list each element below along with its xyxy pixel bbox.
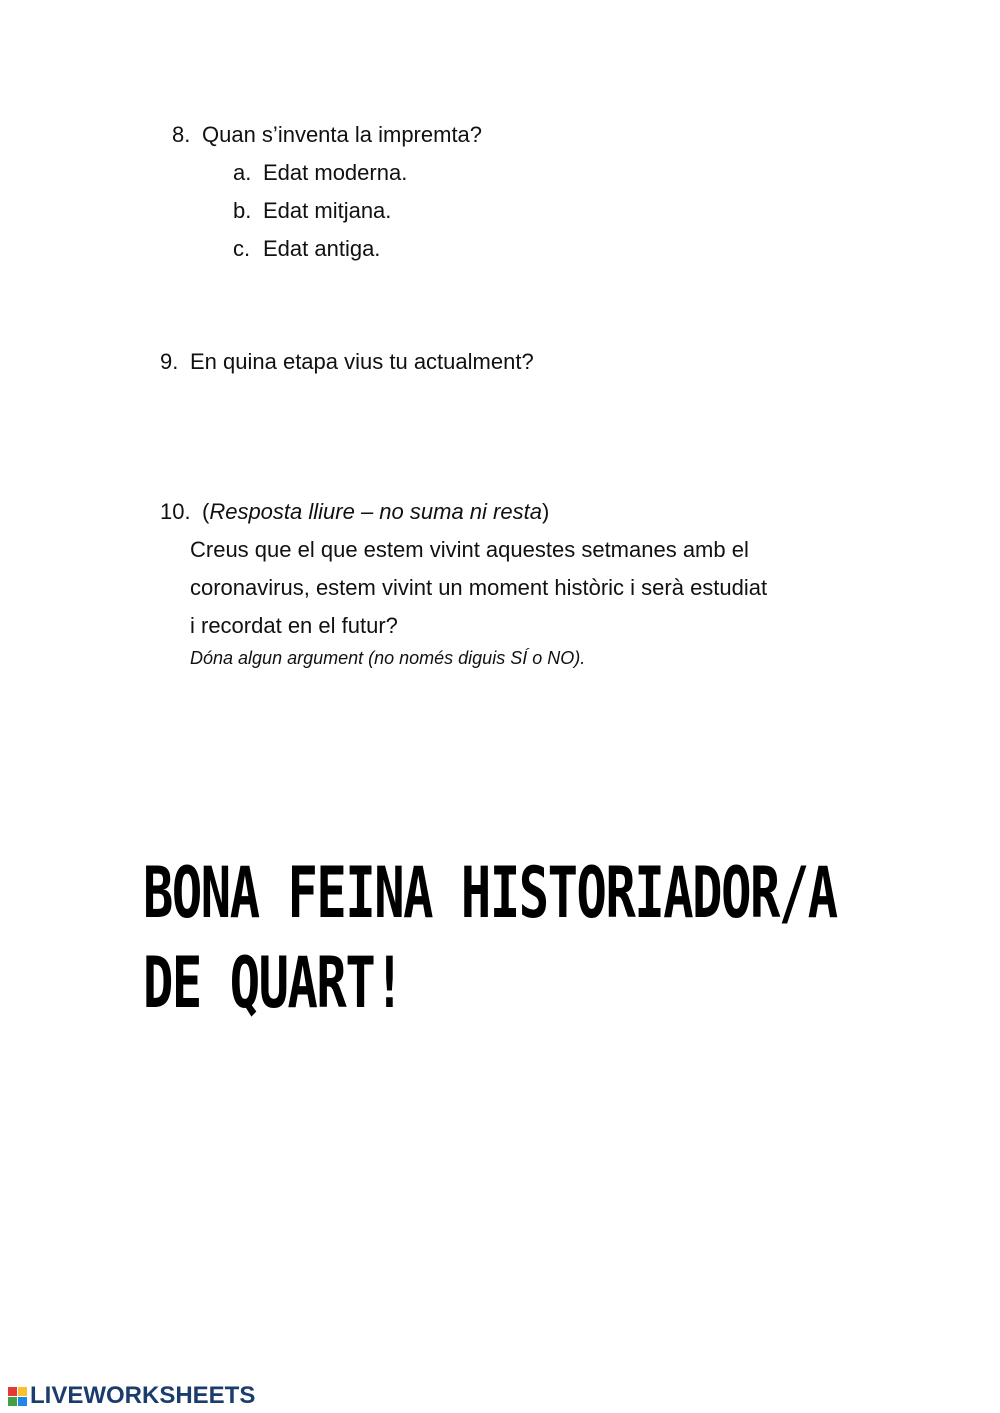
question-10-line-1: Creus que el que estem vivint aquestes setmanes amb el — [190, 537, 749, 562]
option-letter: b. — [233, 198, 252, 223]
question-note: Resposta lliure – no suma ni resta — [209, 499, 542, 524]
logo-block-blue — [18, 1397, 27, 1406]
question-number: 9. — [160, 349, 179, 374]
liveworksheets-logo-icon — [8, 1387, 27, 1406]
option-text: Edat mitjana. — [263, 198, 392, 223]
question-10 — [160, 493, 549, 531]
question-8 — [172, 116, 482, 154]
paren-open: ( — [202, 499, 210, 524]
question-10-line-3: i recordat en el futur? — [190, 613, 398, 638]
option-letter: a. — [233, 160, 252, 185]
answer-option-c[interactable] — [233, 230, 380, 268]
question-10-hint: Dóna algun argument (no només diguis SÍ o NO). — [190, 648, 586, 668]
logo-block-red — [8, 1387, 17, 1396]
question-number: 8. — [172, 122, 191, 147]
question-10-line-2: coronavirus, estem vivint un moment històric i serà estudiat — [190, 575, 768, 600]
logo-block-yellow — [18, 1387, 27, 1396]
option-letter: c. — [233, 236, 251, 261]
answer-option-b[interactable] — [233, 192, 391, 230]
answer-option-a[interactable] — [233, 154, 407, 192]
question-text: En quina etapa vius tu actualment? — [190, 349, 534, 374]
question-text: Quan s’inventa la impremta? — [202, 122, 483, 147]
closing-line-1: BONA FEINA HISTORIADOR/A — [143, 852, 837, 934]
question-9 — [160, 343, 534, 381]
question-number: 10. — [160, 499, 191, 524]
brand-name: LIVEWORKSHEETS — [30, 1382, 256, 1409]
paren-close: ) — [541, 499, 550, 524]
footer-brand — [8, 1380, 255, 1412]
option-text: Edat moderna. — [263, 160, 408, 185]
closing-line-2: DE QUART! — [143, 942, 404, 1024]
logo-block-green — [8, 1397, 17, 1406]
option-text: Edat antiga. — [263, 236, 381, 261]
